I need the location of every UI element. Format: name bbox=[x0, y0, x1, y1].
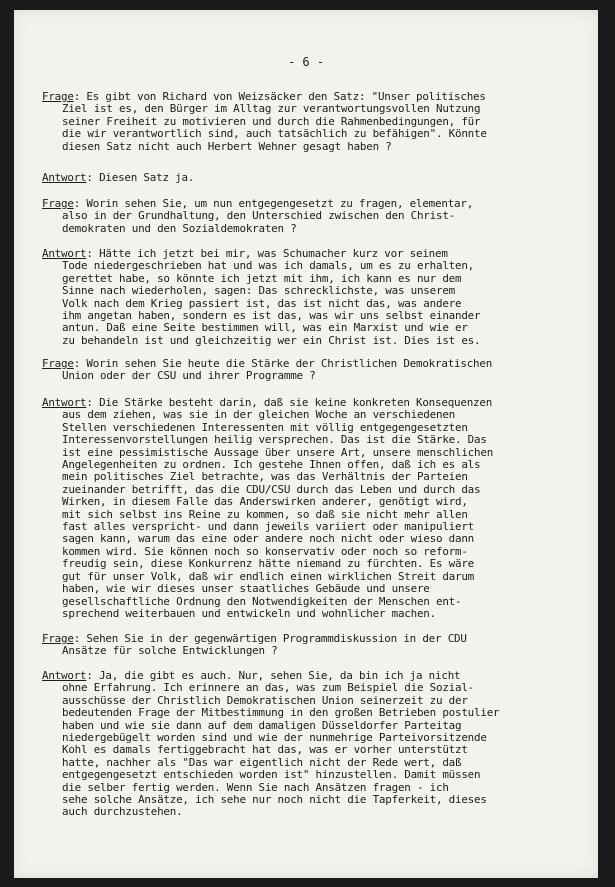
line-text: bedeutenden Frage der Mitbestimmung in den großen Betrieben postulier bbox=[62, 706, 500, 720]
line-text: fast alles verspricht- und dann jeweils variiert oder manipuliert bbox=[62, 520, 475, 534]
question-block bbox=[42, 358, 592, 383]
line-text: seiner Freiheit zu motivieren und durch die Rahmenbedingungen, für bbox=[62, 114, 481, 128]
line-text: ist eine pessimistische Aussage über unsere Art, unsere menschlichen bbox=[62, 445, 494, 459]
line-text: Worin sehen Sie heute die Stärke der Christlichen Demokratischen bbox=[86, 357, 493, 370]
line-text: Interessenvorstellungen heilig versprechen. Das ist die Stärke. Das bbox=[62, 433, 487, 447]
text-line: Antwort: Die Stärke besteht darin, daß sie keine konkreten Konsequenzen bbox=[42, 396, 493, 409]
text-line bbox=[42, 370, 592, 382]
speaker-label: Frage bbox=[42, 357, 74, 370]
text-line: Antwort: Hätte ich jetzt bei mir, was Schumacher kurz vor seinem bbox=[42, 247, 448, 260]
line-text: Sehen Sie in der gegenwärtigen Programmdiskussion in der CDU bbox=[86, 632, 467, 645]
line-text: niedergebügelt worden sind und wie der nunmehrige Parteivorsitzende bbox=[62, 731, 487, 745]
text-line: Antwort: Ja, die gibt es auch. Nur, sehen Sie, da bin ich ja nicht bbox=[42, 669, 461, 682]
answer-block bbox=[42, 248, 592, 347]
line-text: freudig sein, diese Konkurrenz hätte niemand zu fürchten. Es wäre bbox=[62, 557, 475, 571]
speaker-label: Frage bbox=[42, 90, 74, 103]
speaker-label: Frage bbox=[42, 197, 74, 210]
text-line: Frage: Es gibt von Richard von Weizsäcker den Satz: "Unser politisches bbox=[42, 90, 486, 103]
document-page bbox=[14, 10, 598, 878]
line-text: Ziel ist es, den Bürger im Alltag zur verantwortungsvollen Nutzung bbox=[62, 102, 481, 116]
text-line: Frage: Sehen Sie in der gegenwärtigen Programmdiskussion in der CDU bbox=[42, 632, 467, 645]
line-text: Sinne nach wiederholen, sagen: Das schrecklichste, was unserem bbox=[62, 284, 456, 298]
line-text: Worin sehen Sie, um nun entgegengesetzt zu fragen, elementar, bbox=[86, 197, 474, 210]
line-text: mein politisches Ziel betrachte, was das Verhältnis der Parteien bbox=[62, 470, 468, 484]
text-line: Frage: Worin sehen Sie heute die Stärke der Christlichen Demokratischen bbox=[42, 357, 493, 370]
line-text: ihm angetan haben, sondern es ist das, was wir uns selbst einander bbox=[62, 309, 481, 323]
line-text: Union oder der CSU und ihrer Programme ? bbox=[62, 369, 316, 383]
line-text: sehe solche Ansätze, ich sehe nur noch nicht die Tapferkeit, dieses bbox=[62, 793, 487, 807]
line-text: entgegengesetzt entschieden worden ist" hinzustellen. Damit müssen bbox=[62, 768, 481, 782]
answer-block bbox=[42, 397, 592, 620]
line-text: gesellschaftliche Ordnung den Notwendigkeiten der Menschen ent- bbox=[62, 594, 462, 608]
speaker-label: Antwort bbox=[42, 171, 87, 184]
line-text: Es gibt von Richard von Weizsäcker den Satz: "Unser politisches bbox=[86, 90, 486, 103]
line-text: Die Stärke besteht darin, daß sie keine konkreten Konsequenzen bbox=[99, 396, 493, 409]
line-text: Ansätze für solche Entwicklungen ? bbox=[62, 644, 278, 658]
text-line bbox=[42, 335, 592, 347]
line-text: Wirken, in diesem Falle das Anderswirken anderer, genötigt wird, bbox=[62, 495, 468, 509]
text-line bbox=[42, 645, 592, 657]
line-text: sprechend weiterbauen und entwickeln und wohnlicher machen. bbox=[62, 606, 436, 620]
line-text: Stellen verschiedenen Interessenten mit völlig entgegengesetzten bbox=[62, 420, 468, 434]
line-text: die wir verantwortlich sind, auch tatsächlich zu befähigen". Könnte bbox=[62, 127, 487, 141]
line-text: kommen wird. Sie können noch so konservativ oder noch so reform- bbox=[62, 544, 468, 558]
question-block bbox=[42, 198, 592, 235]
line-text: hatte, nachher als "Das war eigentlich nicht der Rede wert, daß bbox=[62, 755, 462, 769]
line-text: mit sich selbst ins Reine zu kommen, so daß sie nicht mehr allen bbox=[62, 507, 468, 521]
line-text: gut für unser Volk, daß wir endlich einen wirklichen Streit darum bbox=[62, 569, 475, 583]
speaker-label: Frage bbox=[42, 632, 74, 645]
line-text: auch durchzustehen. bbox=[62, 805, 183, 819]
line-text: gerettet habe, so könnte ich jetzt mit ihm, ich kann es nur dem bbox=[62, 271, 462, 285]
line-text: haben, wie wir dieses unser staatliches Gebäude und unsere bbox=[62, 582, 430, 596]
line-text: sagen kann, warum das eine oder andere noch nicht oder wieso dann bbox=[62, 532, 475, 546]
line-text: zu behandeln ist und gleichzeitig wer ein Christ ist. Dies ist es. bbox=[62, 333, 481, 347]
answer-block bbox=[42, 670, 592, 819]
line-text: Kohl es damals fertiggebracht hat das, was er vorher unterstützt bbox=[62, 743, 468, 757]
line-text: antun. Daß eine Seite bestimmen will, was ein Marxist und wie er bbox=[62, 321, 468, 335]
speaker-label: Antwort bbox=[42, 669, 87, 682]
text-line bbox=[42, 141, 592, 153]
line-text: ohne Erfahrung. Ich erinnere an das, was zum Beispiel die Sozial- bbox=[62, 681, 475, 695]
line-text: Ja, die gibt es auch. Nur, sehen Sie, da bin ich ja nicht bbox=[99, 669, 461, 682]
line-text: Tode niedergeschrieben hat und was ich damals, um es zu erhalten, bbox=[62, 259, 475, 273]
question-block bbox=[42, 91, 592, 153]
line-text: demokraten und den Sozialdemokraten ? bbox=[62, 221, 297, 235]
line-text: die selber fertig werden. Wenn Sie nach Ansätzen fragen - ich bbox=[62, 780, 449, 794]
page-number: - 6 - bbox=[287, 55, 325, 69]
line-text: also in der Grundhaltung, den Unterschied zwischen den Christ- bbox=[62, 209, 456, 223]
text-line bbox=[42, 223, 592, 235]
text-line bbox=[42, 608, 592, 620]
text-line: Antwort: Diesen Satz ja. bbox=[42, 171, 195, 184]
line-text: Diesen Satz ja. bbox=[99, 171, 195, 184]
speaker-label: Antwort bbox=[42, 396, 87, 409]
line-text: haben und wie sie dann auf dem damaligen Düsseldorfer Parteitag bbox=[62, 718, 462, 732]
text-line bbox=[42, 806, 592, 818]
line-text: Volk nach dem Krieg passiert ist, das ist nicht das, was andere bbox=[62, 296, 462, 310]
line-text: Hätte ich jetzt bei mir, was Schumacher kurz vor seinem bbox=[99, 247, 448, 260]
line-text: zueinander betrifft, das die CDU/CSU durch das Leben und durch das bbox=[62, 482, 481, 496]
line-text: ausschüsse der Christlich Demokratischen Union seinerzeit zu der bbox=[62, 693, 468, 707]
line-text: aus dem ziehen, was sie in der gleichen Woche an verschiedenen bbox=[62, 408, 456, 422]
line-text: diesen Satz nicht auch Herbert Wehner gesagt haben ? bbox=[62, 139, 392, 153]
question-block bbox=[42, 633, 592, 658]
line-text: Angelegenheiten zu ordnen. Ich gestehe Ihnen offen, daß ich es als bbox=[62, 458, 481, 472]
speaker-label: Antwort bbox=[42, 247, 87, 260]
text-line: Frage: Worin sehen Sie, um nun entgegengesetzt zu fragen, elementar, bbox=[42, 197, 474, 210]
answer-block bbox=[42, 172, 592, 184]
